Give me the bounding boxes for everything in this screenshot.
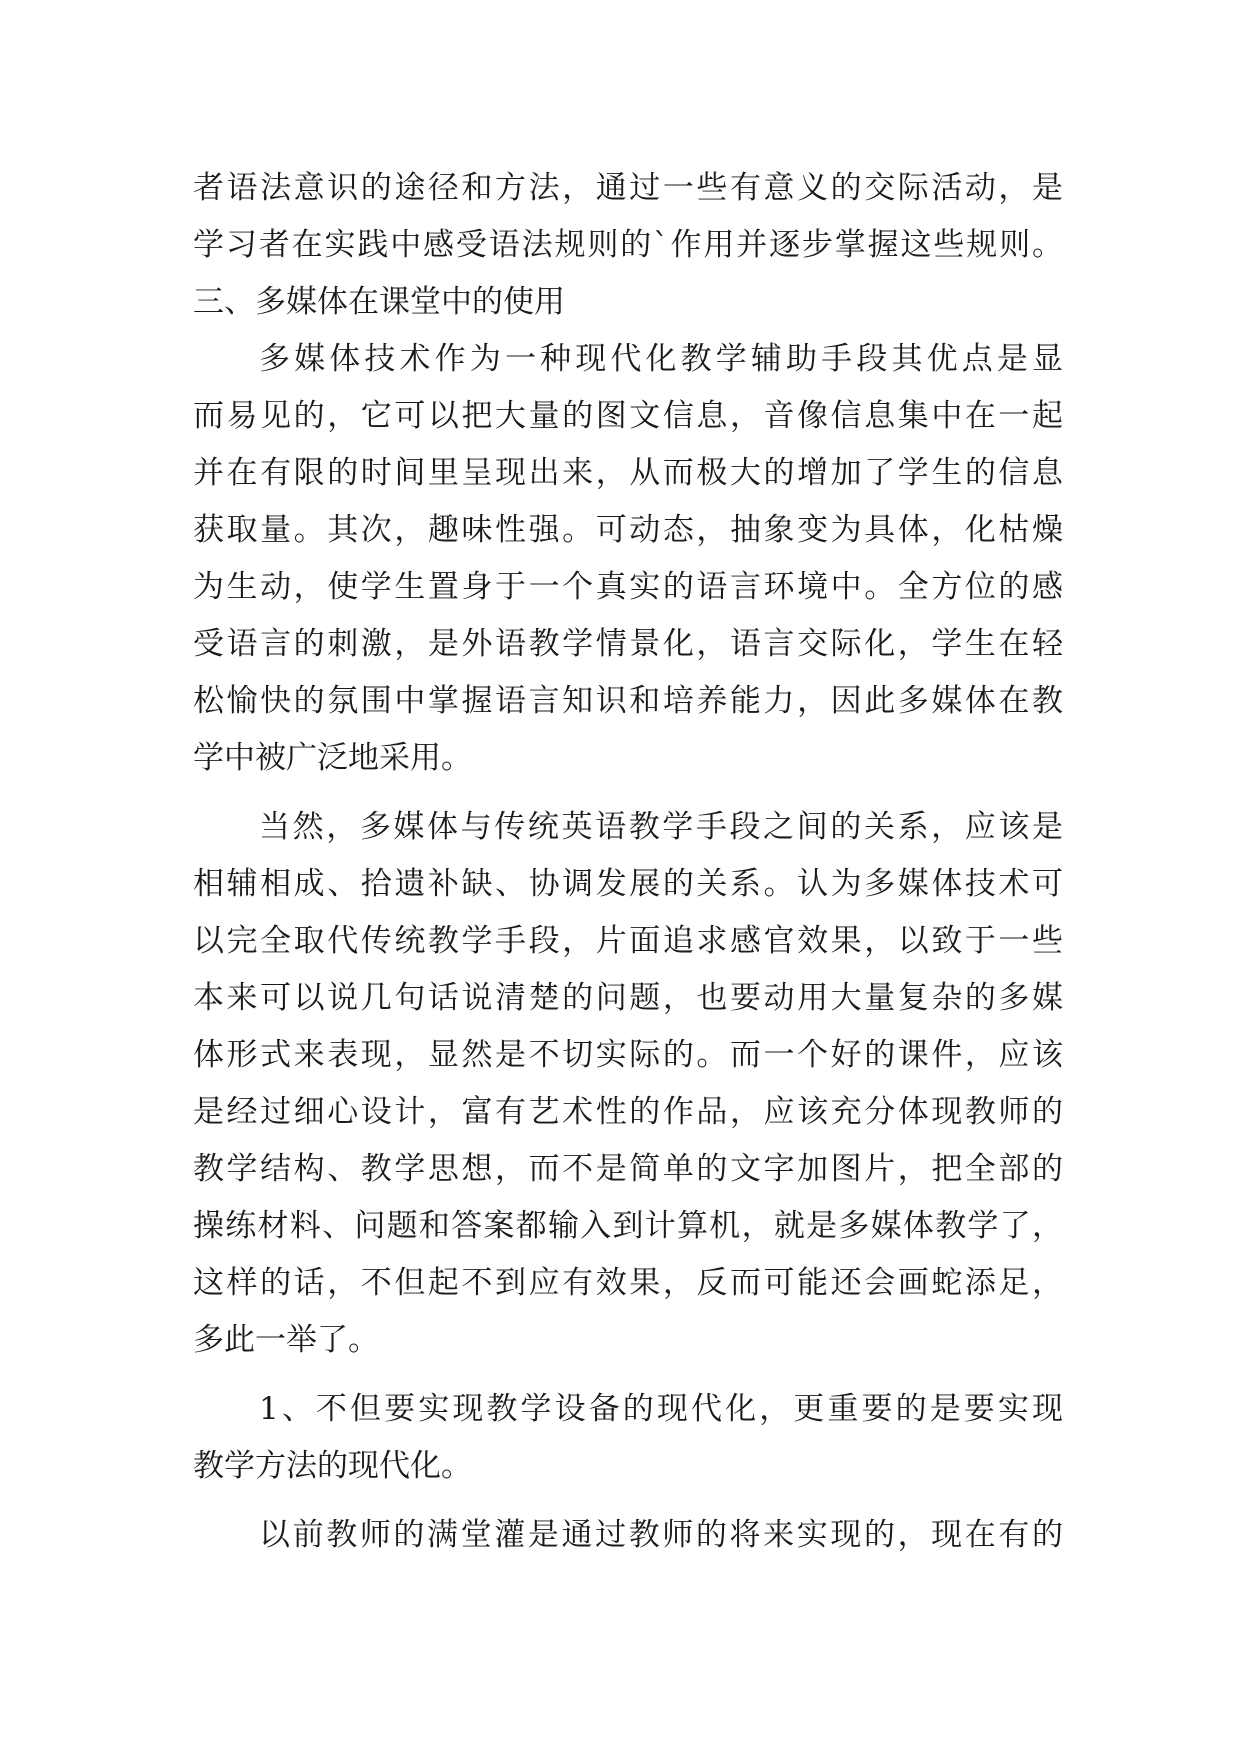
text-line: 者语法意识的途径和方法，通过一些有意义的交际活动，是 [193, 170, 1063, 206]
text-line: 以前教师的满堂灌是通过教师的将来实现的，现在有的 [259, 1517, 1063, 1553]
text-line: 本来可以说几句话说清楚的问题，也要动用大量复杂的多媒 [193, 980, 1063, 1016]
text-line: 1、不但要实现教学设备的现代化，更重要的是要实现 [259, 1391, 1063, 1427]
text-line: 操练材料、问题和答案都输入到计算机，就是多媒体教学了， [193, 1208, 1063, 1244]
paragraph-gap [193, 787, 1063, 799]
text-line: 以完全取代传统教学手段，片面追求感官效果，以致于一些 [193, 923, 1063, 959]
text-line: 多此一举了。 [193, 1322, 379, 1358]
text-line: 当然，多媒体与传统英语教学手段之间的关系，应该是 [259, 809, 1063, 845]
text-line: 学习者在实践中感受语法规则的`作用并逐步掌握这些规则。 [193, 227, 1063, 263]
text-line: 教学方法的现代化。 [193, 1448, 472, 1484]
text-line: 学中被广泛地采用。 [193, 740, 472, 776]
text-line: 这样的话，不但起不到应有效果，反而可能还会画蛇添足， [193, 1265, 1063, 1301]
document-body [193, 160, 1063, 1564]
text-line: 教学结构、教学思想，而不是简单的文字加图片，把全部的 [193, 1151, 1063, 1187]
text-line: 多媒体技术作为一种现代化教学辅助手段其优点是显 [259, 341, 1063, 377]
text-line: 受语言的刺激，是外语教学情景化，语言交际化，学生在轻 [193, 626, 1063, 662]
text-line: 相辅相成、拾遗补缺、协调发展的关系。认为多媒体技术可 [193, 866, 1063, 902]
text-line: 而易见的，它可以把大量的图文信息，音像信息集中在一起 [193, 398, 1063, 434]
text-line: 并在有限的时间里呈现出来，从而极大的增加了学生的信息 [193, 455, 1063, 491]
text-line: 是经过细心设计，富有艺术性的作品，应该充分体现教师的 [193, 1094, 1063, 1130]
section-heading: 三、多媒体在课堂中的使用 [193, 284, 565, 320]
text-line: 获取量。其次，趣味性强。可动态，抽象变为具体，化枯燥 [193, 512, 1063, 548]
text-line: 体形式来表现，显然是不切实际的。而一个好的课件，应该 [193, 1037, 1063, 1073]
text-line: 为生动，使学生置身于一个真实的语言环境中。全方位的感 [193, 569, 1063, 605]
paragraph-gap [193, 1495, 1063, 1507]
text-line: 松愉快的氛围中掌握语言知识和培养能力，因此多媒体在教 [193, 683, 1063, 719]
paragraph-gap [193, 1369, 1063, 1381]
